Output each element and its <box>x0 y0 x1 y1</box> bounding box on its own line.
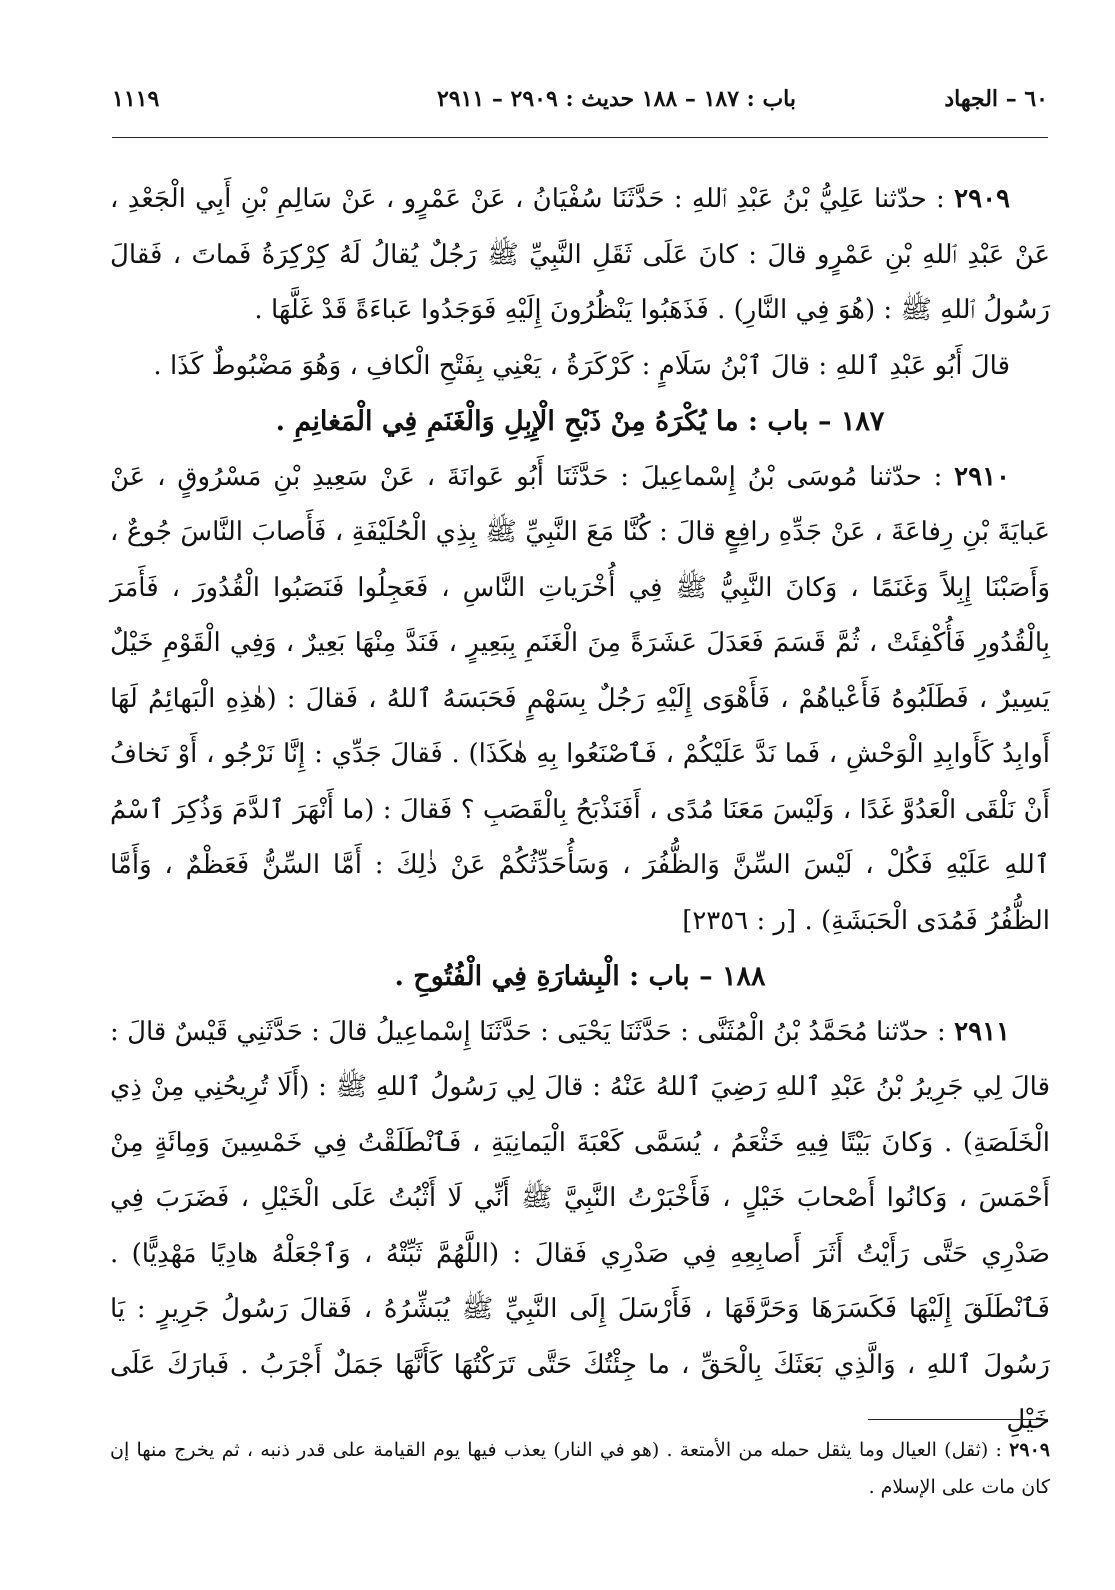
hadith-number: ٢٩١٠ <box>954 461 1010 492</box>
footnote-text: : (ثقل) العيال وما يثقل حمله من الأمتعة . (هو في النار) يعذب فيها يوم القيامة على قدر ذنبه ، ثم يخرج منها إن كان مات على الإسلام . <box>110 1439 1050 1498</box>
main-text <box>110 172 1050 1449</box>
hadith-2911 <box>110 1005 1050 1449</box>
header-chapter-title: ٦٠ – الجهاد <box>944 86 1048 112</box>
hadith-text: : حدّثنا مُوسَى بْنُ إِسْماعِيلَ : حَدَّثَنَا أَبُو عَوانَةَ ، عَنْ سَعِيدِ بْنِ مَسْرُوقٍ ، عَنْ عَبايَةَ بْنِ رِفاعَةَ ، عَنْ جَدِّهِ رافِعٍ قالَ : كُنَّا مَعَ النَّبِيِّ ﷺ بِذِي الْحُلَيْفَةِ ، فَأَصابَ النَّاسَ جُوعٌ ، وَأَصَبْنَا إِبِلاً وَغَنَمًا ، وَكانَ النَّبِيُّ ﷺ فِي أُخْرَياتِ النَّاسِ ، فَعَجِلُوا فَنَصَبُوا الْقُدُورَ ، فَأَمَرَ بِالْقُدُورِ فَأُكْفِئَتْ ، ثُمَّ قَسَمَ فَعَدَلَ عَشَرَةً مِنَ الْغَنَمِ بِبَعِيرٍ ، فَنَدَّ مِنْهَا بَعِيرٌ ، وَفِي الْقَوْمِ خَيْلٌ يَسِيرٌ ، فَطَلَبُوهُ فَأَعْياهُمْ ، فَأَهْوَى إِلَيْهِ رَجُلٌ بِسَهْمٍ فَحَبَسَهُ ٱللهُ ، فَقالَ : (هٰذِهِ الْبَهائِمُ لَهَا أَوابِدُ كَأَوابِدِ الْوَحْشِ ، فَما نَدَّ عَلَيْكُمْ ، فَٱصْنَعُوا بِهِ هٰكَذَا) . فَقالَ جَدِّي : إِنَّا نَرْجُو ، أَوْ نَخافُ أَنْ نَلْقَى الْعَدُوَّ غَدًا ، وَلَيْسَ مَعَنَا مُدًى ، أَفَنَذْبَحُ بِالْقَصَبِ ؟ فَقالَ : (ما أَنْهَرَ ٱلدَّمَ وَذُكِرَ ٱسْمُ ٱللهِ عَلَيْهِ فَكُلْ ، لَيْسَ السِّنَّ وَالظُّفُرَ ، وَسَأُحَدِّثُكُمْ عَنْ ذٰلِكَ : أَمَّا السِّنُّ فَعَظْمٌ ، وَأَمَّا الظُّفُرُ فَمُدَى الْحَبَشَةِ) . [ر : ٢٣٥٦] <box>110 461 1050 936</box>
footnote-number: ٢٩٠٩ <box>1009 1439 1050 1461</box>
chapter-heading-187: ١٨٧ – باب : ما يُكْرَهُ مِنْ ذَبْحِ الْإِبِلِ وَالْغَنَمِ فِي الْمَغانِمِ . <box>275 406 885 437</box>
hadith-text: : حدّثنا عَلِيُّ بْنُ عَبْدِ ٱللهِ : حَدَّثَنَا سُفْيَانُ ، عَنْ عَمْرٍو ، عَنْ سَالِمِ بْنِ أَبِي الْجَعْدِ ، عَنْ عَبْدِ ٱللهِ بْنِ عَمْرٍو قالَ : كانَ عَلَى ثَقَلِ النَّبِيِّ ﷺ رَجُلٌ يُقالُ لَهُ كِرْكِرَةُ فَماتَ ، فَقالَ رَسُولُ ٱللهِ ﷺ : (هُوَ فِي النَّارِ) . فَذَهَبُوا يَنْظُرُونَ إِلَيْهِ فَوَجَدُوا عَباءَةً قَدْ غَلَّهَا . <box>110 184 1050 325</box>
header-divider <box>112 137 1048 138</box>
footnote-2909 <box>110 1432 1050 1506</box>
hadith-2910 <box>110 450 1050 950</box>
hadith-number: ٢٩١١ <box>954 1016 1010 1047</box>
hadith-text: : حدّثنا مُحَمَّدُ بْنُ الْمُثَنَّى : حَدَّثَنَا يَحْيَى : حَدَّثَنَا إِسْماعِيلُ قالَ : حَدَّثَنِي قَيْسٌ قالَ : قالَ لِي جَرِيرُ بْنُ عَبْدِ ٱللهِ رَضِيَ ٱللهُ عَنْهُ : قالَ لِي رَسُولُ ٱللهِ ﷺ : (أَلَا تُرِيحُنِي مِنْ ذِي الْخَلَصَةِ) . وَكانَ بَيْتًا فِيهِ خَثْعَمُ ، يُسَمَّى كَعْبَةَ الْيَمانِيَةِ ، فَٱنْطَلَقْتُ فِي خَمْسِينَ وَمِائَةٍ مِنْ أَحْمَسَ ، وَكانُوا أَصْحابَ خَيْلٍ ، فَأَخْبَرْتُ النَّبِيَّ ﷺ أَنِّي لَا أَثْبُتُ عَلَى الْخَيْلِ ، فَضَرَبَ فِي صَدْرِي حَتَّى رَأَيْتُ أَثَرَ أَصابِعِهِ فِي صَدْرِي فَقالَ : (اللَّهُمَّ ثَبِّتْهُ ، وَٱجْعَلْهُ هادِيًا مَهْدِيًّا) . فَٱنْطَلَقَ إِلَيْهَا فَكَسَرَهَا وَحَرَّقَهَا ، فَأَرْسَلَ إِلَى النَّبِيِّ ﷺ يُبَشِّرُهُ ، فَقالَ رَسُولُ جَرِيرٍ : يَا رَسُولَ ٱللهِ ، وَالَّذِي بَعَثَكَ بِالْحَقِّ ، ما جِئْتُكَ حَتَّى تَرَكْتُهَا كَأَنَّهَا جَمَلٌ أَجْرَبُ . فَبارَكَ عَلَى خَيْلِ <box>110 1016 1050 1435</box>
footnotes <box>110 1432 1050 1506</box>
page-number: ١١١٩ <box>112 86 160 112</box>
hadith-2909-note: قالَ أَبُو عَبْدِ ٱللهِ : قالَ ٱبْنُ سَلَامٍ : كَرْكَرَةُ ، يَعْنِي بِفَتْحِ الْكافِ ، وَهُوَ مَضْبُوطٌ كَذَا . <box>153 350 1010 381</box>
header-section-ref: باب : ١٨٧ – ١٨٨ حديث : ٢٩٠٩ – ٢٩١١ <box>436 86 796 112</box>
footnote-divider <box>868 1419 1048 1420</box>
chapter-heading-188: ١٨٨ – باب : الْبِشارَةِ فِي الْفُتُوحِ . <box>394 961 766 992</box>
hadith-number: ٢٩٠٩ <box>954 184 1010 214</box>
hadith-2909 <box>110 172 1050 339</box>
page-header <box>112 86 1048 120</box>
